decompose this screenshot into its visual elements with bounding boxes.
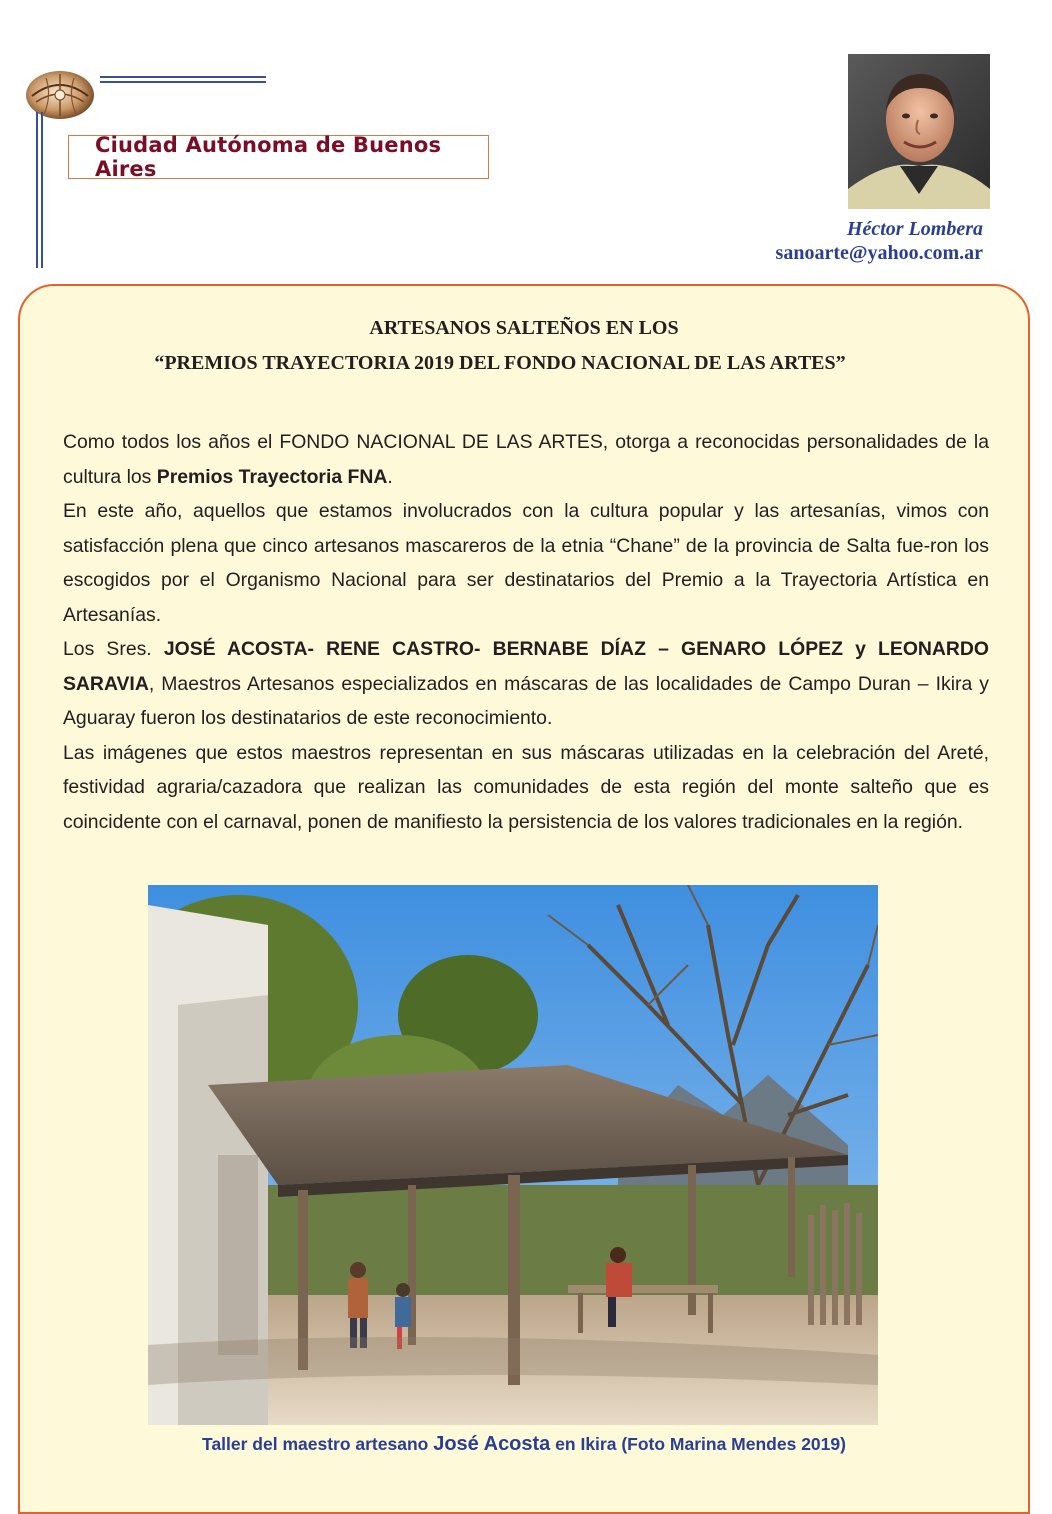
p1-end: . (387, 465, 393, 488)
workshop-photo (148, 885, 878, 1425)
paragraph-3 (63, 632, 989, 736)
p1-bold: Premios Trayectoria FNA (156, 465, 388, 488)
article-panel (18, 284, 1030, 1514)
p3-bold-names: JOSÉ ACOSTA- RENE CASTRO- BERNABE DÍAZ – GENARO LÓPEZ y LEONARDO SARAVIA (63, 638, 990, 695)
header-vertical-lines (36, 112, 44, 268)
article-body (63, 425, 989, 839)
header-decor-lines (100, 76, 266, 86)
author-name: Héctor Lombera (846, 218, 983, 240)
p3-text: Los Sres. (63, 638, 164, 660)
caption-end: en Ikira (Foto Marina Mendes 2019) (550, 1434, 846, 1454)
article-title-line2: “PREMIOS TRAYECTORIA 2019 DEL FONDO NACIONAL DE LAS ARTES” (154, 352, 846, 374)
p3-end: , Maestros Artesanos especializados en máscaras de las localidades de Campo Duran – Ikira y Aguaray fueron los destinatarios de este reconocimiento. (63, 672, 989, 729)
paragraph-2: En este año, aquellos que estamos involucrados con la cultura popular y las artesanías, vimos con satisfacción plena que cinco artesanos mascareros de la etnia “Chane” de la provincia de Salta fue-ron los escogidos por el Organismo Nacional para ser destinatarios del Premio a la Trayectoria Artística en Artesanías. (63, 500, 989, 626)
author-portrait-photo (848, 54, 990, 209)
article-title-line1: ARTESANOS SALTEÑOS EN LOS (369, 317, 679, 339)
paragraph-1 (63, 425, 989, 494)
author-email[interactable]: sanoarte@yahoo.com.ar (775, 242, 983, 264)
caption-text: Taller del maestro artesano (202, 1434, 434, 1454)
p1-text: Como todos los años el FONDO NACIONAL DE LAS ARTES, otorga a reconocidas personalidades de la cultura los (63, 431, 989, 488)
caption-name: José Acosta (433, 1433, 551, 1455)
photo-caption (20, 1433, 1028, 1456)
carved-gourd-logo-icon (22, 66, 100, 122)
paragraph-4: Las imágenes que estos maestros representan en sus máscaras utilizadas en la celebración del Areté, festividad agraria/cazadora que realizan las comunidades de esta región del monte salteño que es coincidente con el carnaval, ponen de manifiesto la persistencia de los valores tradicionales en la región. (63, 741, 989, 833)
city-label: Ciudad Autónoma de Buenos Aires (68, 135, 489, 179)
